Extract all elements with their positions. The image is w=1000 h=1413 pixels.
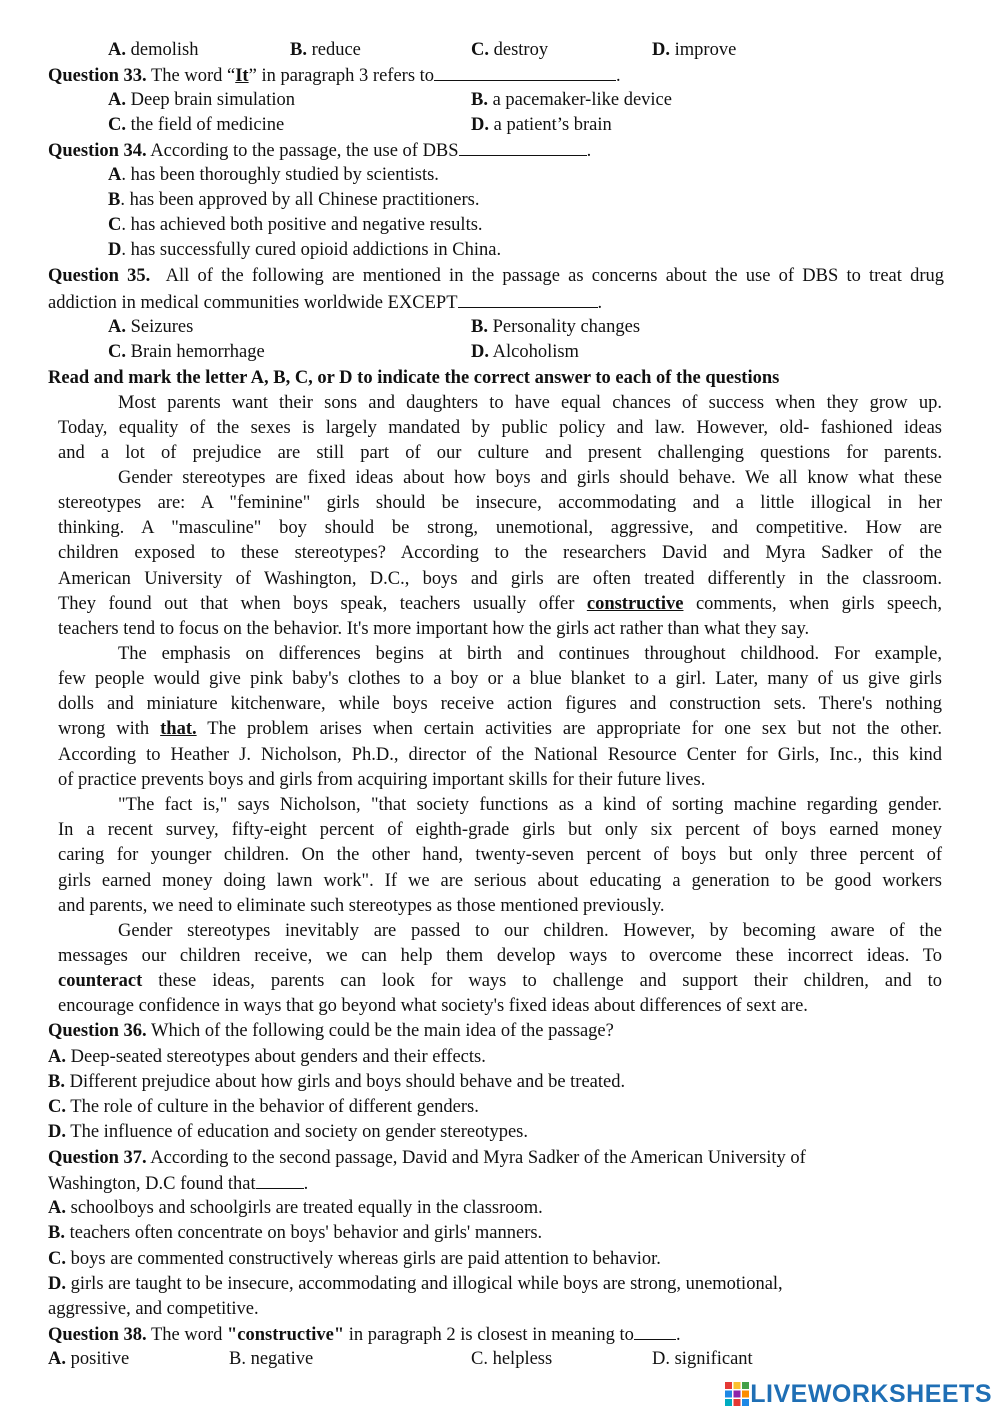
answer-blank[interactable] <box>459 138 587 156</box>
passage-line: teachers tend to focus on the behavior. It's more important how the girls act rather than what they say. <box>58 619 810 639</box>
passage-line: According to Heather J. Nicholson, Ph.D., director of the National Resource Center for Girls, Inc., this kind <box>58 745 942 765</box>
passage-line: Today, equality of the sexes is largely mandated by public policy and law. However, old- fashioned ideas <box>58 418 942 438</box>
q33-option-b: B. a pacemaker-like device <box>471 90 672 110</box>
q38-option-d: D. significant <box>652 1349 753 1369</box>
q33-option-c: C. the field of medicine <box>108 115 285 135</box>
q32-option-c: C. destroy <box>471 40 549 60</box>
passage-line: messages our children receive, we can help them develop ways to overcome these incorrect ideas. To <box>58 946 942 966</box>
q34-stem: Question 34. According to the passage, the use of DBS . <box>48 138 944 164</box>
answer-blank[interactable] <box>458 290 598 308</box>
q36-option-d: D. The influence of education and society on gender stereotypes. <box>48 1122 529 1142</box>
passage-line: Gender stereotypes inevitably are passed to our children. However, by becoming aware of the <box>118 921 942 941</box>
q37-option-b: B. teachers often concentrate on boys' behavior and girls' manners. <box>48 1223 543 1243</box>
passage-line: of practice prevents boys and girls from acquiring important skills for their future lives. <box>58 770 706 790</box>
q35-option-b: B. Personality changes <box>471 317 641 337</box>
passage-line: Most parents want their sons and daughters to have equal chances of success when they grow up. <box>118 393 942 413</box>
q32-option-a: A. demolish <box>108 40 199 60</box>
passage-line: and a lot of prejudice are still part of our culture and present challenging questions for parents. <box>58 443 942 463</box>
q36-stem: Question 36. Which of the following could be the main idea of the passage? <box>48 1021 614 1041</box>
q37-option-c: C. boys are commented constructively whereas girls are paid attention to behavior. <box>48 1249 661 1269</box>
q33-option-a: A. Deep brain simulation <box>108 90 296 110</box>
passage-line: American University of Washington, D.C., boys and girls are often treated differently in the classroom. <box>58 569 942 589</box>
passage-line: girls earned money doing lawn work". If we are serious about educating a generation to be good workers <box>58 871 942 891</box>
highlighted-word-counteract: counteract <box>58 971 143 991</box>
liveworksheets-logo-text: LIVEWORKSHEETS <box>750 1379 992 1408</box>
passage-line: Gender stereotypes are fixed ideas about how boys and girls should behave. We all know what these <box>118 468 942 488</box>
q37-stem-line-2: Washington, D.C found that . <box>48 1171 944 1197</box>
passage-line: stereotypes are: A "feminine" girls should be insecure, accommodating and a little illogical in her <box>58 493 942 513</box>
liveworksheets-logo-icon <box>724 1381 750 1407</box>
q37-stem-line-1: Question 37. According to the second passage, David and Myra Sadker of the American University of <box>48 1148 806 1168</box>
q38-option-b: B. negative <box>229 1349 314 1369</box>
q35-option-a: A. Seizures <box>108 317 194 337</box>
passage-line: wrong with that. The problem arises when certain activities are appropriate for one sex but not the other. <box>58 719 942 739</box>
highlighted-word-constructive: constructive <box>586 594 684 614</box>
q35-option-c: C. Brain hemorrhage <box>108 342 265 362</box>
passage-line: They found out that when boys speak, teachers usually offer constructive comments, when girls speech, <box>58 594 942 614</box>
passage-line: The emphasis on differences begins at birth and continues throughout childhood. For example, <box>118 644 942 664</box>
highlighted-word-that: that. <box>160 719 197 739</box>
passage-line: encourage confidence in ways that go beyond what society's fixed ideas about differences of sext are. <box>58 996 808 1016</box>
q34-option-c: C. has achieved both positive and negative results. <box>108 215 483 235</box>
passage-line: In a recent survey, fifty-eight percent of eighth-grade girls but only six percent of boys earned money <box>58 820 942 840</box>
liveworksheets-logo <box>724 1379 992 1409</box>
q37-option-d-continued: aggressive, and competitive. <box>48 1299 259 1319</box>
answer-blank[interactable] <box>256 1171 304 1189</box>
q37-option-d: D. girls are taught to be insecure, accommodating and illogical while boys are strong, unemotional, <box>48 1274 783 1294</box>
q34-option-a: A. has been thoroughly studied by scientists. <box>108 165 439 185</box>
passage-line: and parents, we need to eliminate such stereotypes as those mentioned previously. <box>58 896 665 916</box>
passage-line: thinking. A "masculine" boy should be strong, unemotional, aggressive, and competitive. How are <box>58 518 942 538</box>
q33-stem: Question 33. The word “It” in paragraph 3 refers to . <box>48 63 944 89</box>
q34-option-b: B. has been approved by all Chinese practitioners. <box>108 190 480 210</box>
passage-line: children exposed to these stereotypes? According to the researchers David and Myra Sadker of the <box>58 543 942 563</box>
q32-option-b: B. reduce <box>290 40 361 60</box>
passage-line: dolls and miniature kitchenware, while boys receive action figures and construction sets. There's nothing <box>58 694 942 714</box>
answer-blank[interactable] <box>434 63 616 81</box>
q32-option-d: D. improve <box>652 40 737 60</box>
q36-option-a: A. Deep-seated stereotypes about genders and their effects. <box>48 1047 486 1067</box>
q34-option-d: D. has successfully cured opioid addictions in China. <box>108 240 502 260</box>
q37-option-a: A. schoolboys and schoolgirls are treated equally in the classroom. <box>48 1198 543 1218</box>
q35-stem-line-1: Question 35. All of the following are mentioned in the passage as concerns about the use of DBS to treat drug <box>48 266 944 286</box>
q38-option-a: A. positive <box>48 1349 130 1369</box>
q36-option-c: C. The role of culture in the behavior of different genders. <box>48 1097 479 1117</box>
answer-blank[interactable] <box>634 1322 676 1340</box>
q36-option-b: B. Different prejudice about how girls and boys should behave and be treated. <box>48 1072 626 1092</box>
q38-stem: Question 38. The word "constructive" in paragraph 2 is closest in meaning to . <box>48 1322 944 1348</box>
q38-option-c: C. helpless <box>471 1349 553 1369</box>
q33-option-d: D. a patient’s brain <box>471 115 612 135</box>
passage-line: "The fact is," says Nicholson, "that society functions as a kind of sorting machine regarding gender. <box>118 795 942 815</box>
q35-stem-line-2: addiction in medical communities worldwide EXCEPT . <box>48 290 944 316</box>
passage-line: caring for younger children. On the other hand, twenty-seven percent of boys but only three percent of <box>58 845 942 865</box>
passage-line: counteract these ideas, parents can look for ways to challenge and support their children, and to <box>58 971 942 991</box>
q35-option-d: D. Alcoholism <box>471 342 579 362</box>
section-instruction: Read and mark the letter A, B, C, or D to indicate the correct answer to each of the questions <box>48 368 780 388</box>
passage-line: few people would give pink baby's clothes to a boy or a blue blanket to a girl. Later, many of us give girls <box>58 669 942 689</box>
